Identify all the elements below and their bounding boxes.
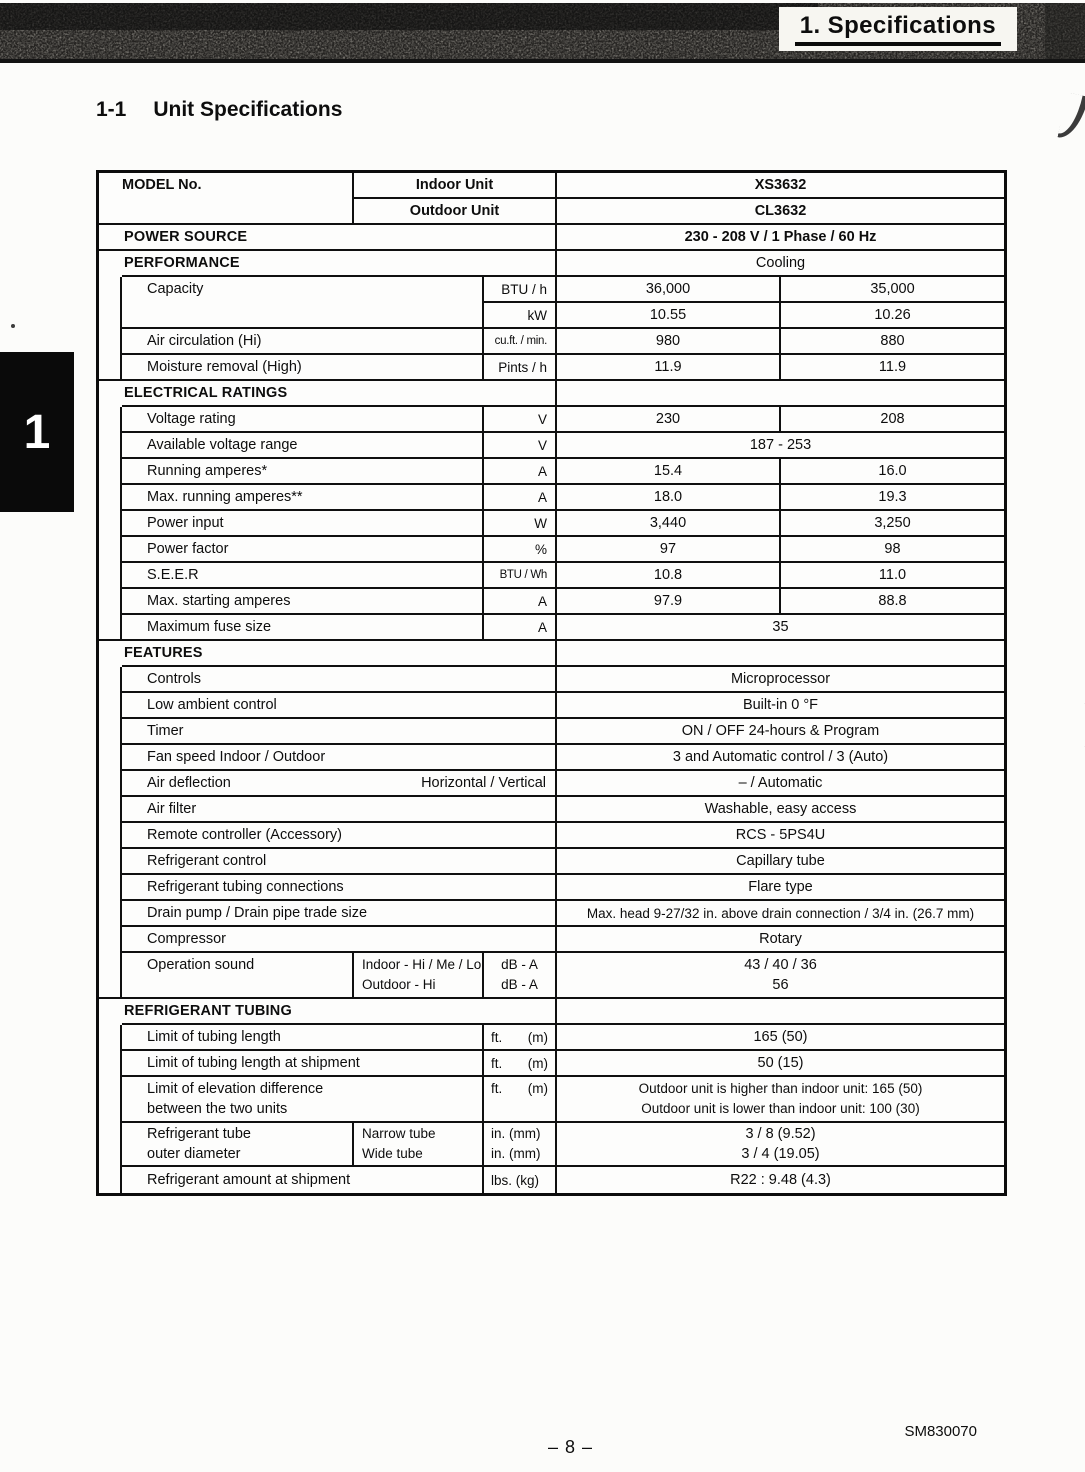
table-row-moisture-removal [99,355,1004,381]
table-row-model [99,173,1004,225]
capacity-btu-208v: 35,000 [779,277,1004,303]
table-row-operation-sound [99,953,1004,999]
section-heading [96,98,342,122]
model-label: MODEL No. [99,173,352,225]
refrigerant-tubing-label: REFRIGERANT TUBING [122,999,555,1025]
table-row-indoor-unit [352,173,1004,199]
seer-unit: BTU / Wh [482,563,555,589]
moisture-removal-label: Moisture removal (High) [122,355,482,381]
tubing-length-label: Limit of tubing length [122,1025,482,1051]
air-circulation-208v: 880 [779,329,1004,355]
indoor-unit-label: Indoor Unit [352,173,555,199]
outdoor-unit-value: CL3632 [555,199,1004,225]
table-row-compressor [99,927,1004,953]
capacity-kw-230v: 10.55 [555,303,779,329]
moisture-removal-208v: 11.9 [779,355,1004,381]
table-row-drain-pump [99,901,1004,927]
running-amperes-230v: 15.4 [555,459,779,485]
capacity-btu-row [482,277,1004,303]
seer-label: S.E.E.R [122,563,482,589]
table-row-power-source [99,225,1004,251]
power-input-label: Power input [122,511,482,537]
table-row-tubing-connections [99,875,1004,901]
tubing-connections-value: Flare type [555,875,1004,901]
chapter-tab-number: 1 [23,405,51,459]
table-row-voltage-rating [99,407,1004,433]
table-row-tubing-length-shipment [99,1051,1004,1077]
controls-label: Controls [122,667,555,693]
air-circulation-unit: cu.ft. / min. [482,329,555,355]
table-row-maximum-fuse-size [99,615,1004,641]
tubing-length-unit: ft. (m) [482,1025,555,1051]
power-input-208v: 3,250 [779,511,1004,537]
operation-sound-sublabels: Indoor - Hi / Me / Lo Outdoor - Hi [352,953,482,999]
tubing-length-shipment-unit: ft. (m) [482,1051,555,1077]
air-deflection-sublabel: Horizontal / Vertical [421,775,546,791]
controls-value: Microprocessor [555,667,1004,693]
power-input-230v: 3,440 [555,511,779,537]
tube-diameter-units: in. (mm) in. (mm) [482,1123,555,1167]
voltage-rating-label: Voltage rating [122,407,482,433]
moisture-removal-unit: Pints / h [482,355,555,381]
max-starting-amperes-unit: A [482,589,555,615]
refrigerant-control-value: Capillary tube [555,849,1004,875]
operation-sound-units: dB - A dB - A [482,953,555,999]
table-row-features [99,641,1004,667]
document-code: SM830070 [904,1423,977,1440]
electrical-ratings-label: ELECTRICAL RATINGS [122,381,555,407]
scan-artifact [1076,703,1085,747]
chapter-title-box [779,7,1017,51]
power-input-unit: W [482,511,555,537]
table-row-running-amperes [99,459,1004,485]
tube-diameter-label: Refrigerant tube outer diameter [122,1123,352,1167]
power-source-value: 230 - 208 V / 1 Phase / 60 Hz [555,225,1004,251]
air-filter-value: Washable, easy access [555,797,1004,823]
table-row-fan-speed [99,745,1004,771]
tubing-length-shipment-value: 50 (15) [555,1051,1004,1077]
voltage-rating-unit: V [482,407,555,433]
air-deflection-value: – / Automatic [555,771,1004,797]
available-voltage-unit: V [482,433,555,459]
voltage-rating-208v: 208 [779,407,1004,433]
unit-specifications-table [96,170,1007,1196]
max-running-amperes-208v: 19.3 [779,485,1004,511]
capacity-unit-kw: kW [482,303,555,329]
table-row-tubing-length [99,1025,1004,1051]
banner-right-blob [1045,3,1085,59]
timer-label: Timer [122,719,555,745]
section-number: 1-1 [96,98,127,121]
table-row-refrigerant-amount [99,1167,1004,1193]
chapter-title: 1. Specifications [795,12,1001,46]
power-factor-230v: 97 [555,537,779,563]
refrigerant-amount-value: R22 : 9.48 (4.3) [555,1167,1004,1193]
low-ambient-value: Built-in 0 °F [555,693,1004,719]
timer-value: ON / OFF 24-hours & Program [555,719,1004,745]
voltage-rating-230v: 230 [555,407,779,433]
air-filter-label: Air filter [122,797,555,823]
page-number: – 8 – [547,1437,594,1457]
remote-controller-value: RCS - 5PS4U [555,823,1004,849]
drain-pump-label: Drain pump / Drain pipe trade size [122,901,555,927]
table-row-low-ambient [99,693,1004,719]
table-row-capacity [99,277,1004,329]
moisture-removal-230v: 11.9 [555,355,779,381]
chapter-side-tab [0,352,74,512]
table-row-electrical-ratings [99,381,1004,407]
table-row-outdoor-unit [352,199,1004,225]
fan-speed-value: 3 and Automatic control / 3 (Auto) [555,745,1004,771]
refrigerant-amount-label: Refrigerant amount at shipment [147,1172,351,1188]
power-source-label: POWER SOURCE [122,225,555,251]
compressor-label: Compressor [122,927,555,953]
seer-230v: 10.8 [555,563,779,589]
scan-speck [11,324,15,328]
elevation-unit: ft. (m) [482,1077,555,1123]
max-running-amperes-unit: A [482,485,555,511]
banner-dark-strip [0,3,818,30]
capacity-kw-208v: 10.26 [779,303,1004,329]
compressor-value: Rotary [555,927,1004,953]
table-row-elevation-difference [99,1077,1004,1123]
table-row-available-voltage-range [99,433,1004,459]
max-starting-amperes-208v: 88.8 [779,589,1004,615]
running-amperes-208v: 16.0 [779,459,1004,485]
table-row-air-filter [99,797,1004,823]
available-voltage-value: 187 - 253 [555,433,1004,459]
table-row-refrigerant-tubing [99,999,1004,1025]
elevation-values: Outdoor unit is higher than indoor unit: 165 (50) Outdoor unit is lower than indoor unit: 100 (30) [555,1077,1004,1123]
air-deflection-label-cell [122,771,555,797]
running-amperes-label: Running amperes* [122,459,482,485]
power-factor-unit: % [482,537,555,563]
running-amperes-unit: A [482,459,555,485]
scan-artifact [1057,92,1085,142]
max-starting-amperes-label: Max. starting amperes [122,589,482,615]
table-row-power-input [99,511,1004,537]
section-title: Unit Specifications [153,98,343,121]
maximum-fuse-label: Maximum fuse size [122,615,482,641]
refrigerant-control-label: Refrigerant control [122,849,555,875]
seer-208v: 11.0 [779,563,1004,589]
tube-diameter-sublabels: Narrow tube Wide tube [352,1123,482,1167]
indoor-unit-value: XS3632 [555,173,1004,199]
table-row-performance [99,251,1004,277]
low-ambient-label: Low ambient control [122,693,555,719]
model-stack [352,173,1004,225]
table-row-refrigerant-control [99,849,1004,875]
table-row-controls [99,667,1004,693]
air-deflection-label: Air deflection [147,775,231,791]
power-factor-label: Power factor [122,537,482,563]
tubing-length-value: 165 (50) [555,1025,1004,1051]
table-row-max-starting-amperes [99,589,1004,615]
air-circulation-label: Air circulation (Hi) [122,329,482,355]
remote-controller-label: Remote controller (Accessory) [122,823,555,849]
max-running-amperes-230v: 18.0 [555,485,779,511]
tubing-length-shipment-label: Limit of tubing length at shipment [122,1051,482,1077]
outdoor-unit-label: Outdoor Unit [352,199,555,225]
table-row-air-deflection [99,771,1004,797]
operation-sound-values: 43 / 40 / 36 56 [555,953,1004,999]
table-row-air-circulation [99,329,1004,355]
table-row-tube-diameter [99,1123,1004,1167]
capacity-label: Capacity [122,277,482,329]
max-running-amperes-label: Max. running amperes** [122,485,482,511]
table-row-remote-controller [99,823,1004,849]
capacity-btu-230v: 36,000 [555,277,779,303]
maximum-fuse-value: 35 [555,615,1004,641]
refrigerant-amount-unit: lbs. (kg) [482,1167,555,1193]
max-starting-amperes-230v: 97.9 [555,589,779,615]
tubing-connections-label: Refrigerant tubing connections [122,875,555,901]
table-row-timer [99,719,1004,745]
fan-speed-label: Fan speed Indoor / Outdoor [122,745,555,771]
performance-mode: Cooling [555,251,1004,277]
air-circulation-230v: 980 [555,329,779,355]
drain-pump-value: Max. head 9-27/32 in. above drain connection / 3/4 in. (26.7 mm) [555,901,1004,927]
tube-diameter-values: 3 / 8 (9.52) 3 / 4 (19.05) [555,1123,1004,1167]
elevation-label: Limit of elevation difference between the two units [122,1077,482,1123]
available-voltage-label: Available voltage range [122,433,482,459]
performance-label: PERFORMANCE [122,251,555,277]
capacity-unit-btu: BTU / h [482,277,555,303]
capacity-kw-row [482,303,1004,329]
table-row-seer [99,563,1004,589]
table-row-max-running-amperes [99,485,1004,511]
features-label: FEATURES [122,641,555,667]
table-row-power-factor [99,537,1004,563]
maximum-fuse-unit: A [482,615,555,641]
page-header-banner [0,3,1085,63]
power-factor-208v: 98 [779,537,1004,563]
operation-sound-label: Operation sound [122,953,352,999]
